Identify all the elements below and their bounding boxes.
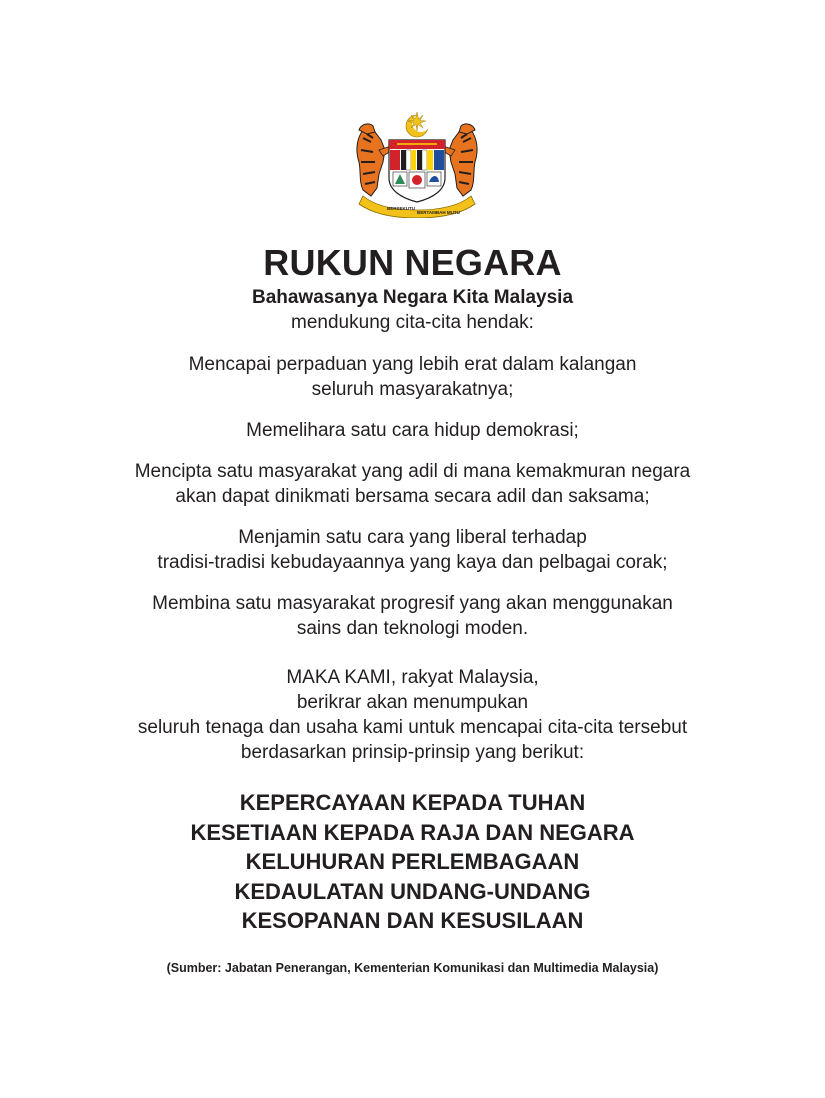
objective-item [0, 525, 825, 575]
pledge-line: berdasarkan prinsip-prinsip yang berikut: [240, 742, 585, 763]
objective-line: Memelihara satu cara hidup demokrasi; [246, 420, 579, 441]
lead-text: mendukung cita-cita hendak: [291, 312, 534, 333]
right-tiger-icon [441, 124, 477, 196]
principle-item: KESETIAAN KEPADA RAJA DAN NEGARA [190, 819, 635, 845]
principle-item: KESOPANAN DAN KESUSILAAN [241, 908, 584, 933]
objective-line: Menjamin satu cara yang liberal terhadap [238, 527, 587, 548]
pledge-block [0, 665, 825, 765]
objective-line: Membina satu masyarakat progresif yang akan menggunakan [152, 593, 673, 614]
shield-icon [389, 140, 445, 202]
objective-item [0, 459, 825, 509]
pledge-line: seluruh tenaga dan usaha kami untuk mencapai cita-cita tersebut [137, 717, 688, 738]
left-tiger-icon [357, 124, 393, 196]
objectives-list [0, 352, 825, 657]
objective-item [0, 418, 825, 443]
principle-item: KEPERCAYAAN KEPADA TUHAN [239, 790, 586, 815]
objective-line: sains dan teknologi moden. [296, 618, 529, 639]
objective-line: tradisi-tradisi kebudayaannya yang kaya dan pelbagai corak; [157, 552, 668, 573]
svg-text:BERSEKUTU: BERSEKUTU [387, 206, 416, 211]
objective-line: Mencapai perpaduan yang lebih erat dalam kalangan [188, 354, 637, 375]
source-citation: (Sumber: Jabatan Penerangan, Kementerian Komunikasi dan Multimedia Malaysia) [166, 961, 659, 975]
objective-line: akan dapat dinikmati bersama secara adil dan saksama; [175, 486, 650, 507]
pledge-line: berikrar akan menumpukan [296, 692, 529, 713]
crescent-star-icon [406, 112, 430, 137]
principles-list [0, 788, 825, 936]
objective-line: seluruh masyarakatnya; [311, 379, 514, 400]
objective-item [0, 591, 825, 641]
principle-item: KEDAULATAN UNDANG-UNDANG [234, 878, 591, 904]
page-title: RUKUN NEGARA [263, 242, 562, 283]
principle-item: KELUHURAN PERLEMBAGAAN [245, 849, 580, 874]
pledge-line: MAKA KAMI, rakyat Malaysia, [286, 667, 539, 688]
svg-text:BERTAMBAH MUTU: BERTAMBAH MUTU [417, 210, 460, 215]
subtitle: Bahawasanya Negara Kita Malaysia [251, 287, 574, 308]
objective-item [0, 352, 825, 402]
objective-line: Mencipta satu masyarakat yang adil di mana kemakmuran negara [134, 461, 691, 482]
coat-of-arms-emblem [349, 110, 485, 218]
